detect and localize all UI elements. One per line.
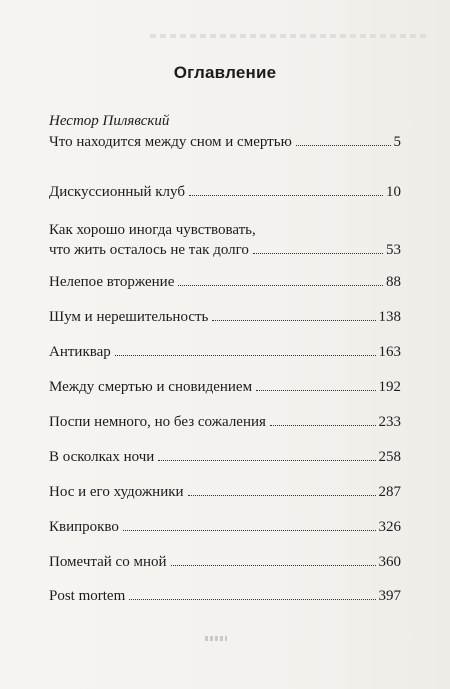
toc-entry-title: В осколках ночи [49,449,155,465]
leader-dots [129,599,375,600]
leader-dots [189,195,383,196]
toc-entry[interactable] [49,447,401,467]
toc-entry-title: Дискуссионный клуб [49,184,185,200]
leader-dots [296,145,391,146]
leader-dots [158,460,375,461]
toc-entry-title: Нос и его художники [49,484,184,500]
leader-dots [188,495,376,496]
toc-entry[interactable] [49,482,401,502]
toc-entry-page: 192 [378,379,401,395]
toc-entry-page: 233 [378,414,401,430]
toc-entry-page: 53 [386,242,401,258]
leader-dots [115,355,376,356]
toc-entry-title: что жить осталось не так долго [49,242,249,258]
leader-dots [253,253,383,254]
toc-entry[interactable] [49,182,401,202]
author-name: Нестор Пилявский [49,113,170,129]
toc-entry[interactable] [49,272,401,292]
toc-entry[interactable] [49,342,401,362]
leader-dots [270,425,376,426]
toc-entry-title: Поспи немного, но без сожаления [49,414,266,430]
page-title: Оглавление [173,63,277,82]
leader-dots [171,565,376,566]
toc-entry-title: Нелепое вторжение [49,274,175,290]
toc-entry[interactable] [49,307,401,327]
toc-entry-page: 163 [378,344,401,360]
toc-entry-page: 138 [378,309,401,325]
toc-entry-page: 88 [386,274,401,290]
toc-entry[interactable] [49,517,401,537]
toc-entry-page: 326 [378,519,401,535]
toc-entry-title: Помечтай со мной [49,554,167,570]
toc-entry-title-line1: Как хорошо иногда чувствовать, [49,222,256,238]
toc-entry-page: 10 [386,184,401,200]
toc-entry-page: 5 [393,134,401,150]
leader-dots [212,320,375,321]
page-number-mark [205,636,227,641]
toc-entry-title: Что находится между сном и смертью [49,134,292,150]
toc-entry-title: Шум и нерешительность [49,309,209,325]
toc-entry[interactable] [49,586,401,606]
toc-entry-page: 360 [378,554,401,570]
leader-dots [178,285,383,286]
toc-entry[interactable] [49,220,401,260]
toc-entry-title: Квипрокво [49,519,119,535]
toc-entry[interactable] [49,412,401,432]
toc-entry[interactable] [49,132,401,152]
leader-dots [256,390,375,391]
running-header [150,34,430,38]
toc-entry[interactable] [49,377,401,397]
toc-entry-page: 287 [378,484,401,500]
toc-entry-title: Между смертью и сновидением [49,379,253,395]
leader-dots [123,530,376,531]
toc-entry-page: 397 [378,588,401,604]
toc-entry-page: 258 [378,449,401,465]
toc-entry[interactable] [49,552,401,572]
toc-entry-title: Post mortem [49,588,126,604]
toc-entry-title: Антиквар [49,344,111,360]
